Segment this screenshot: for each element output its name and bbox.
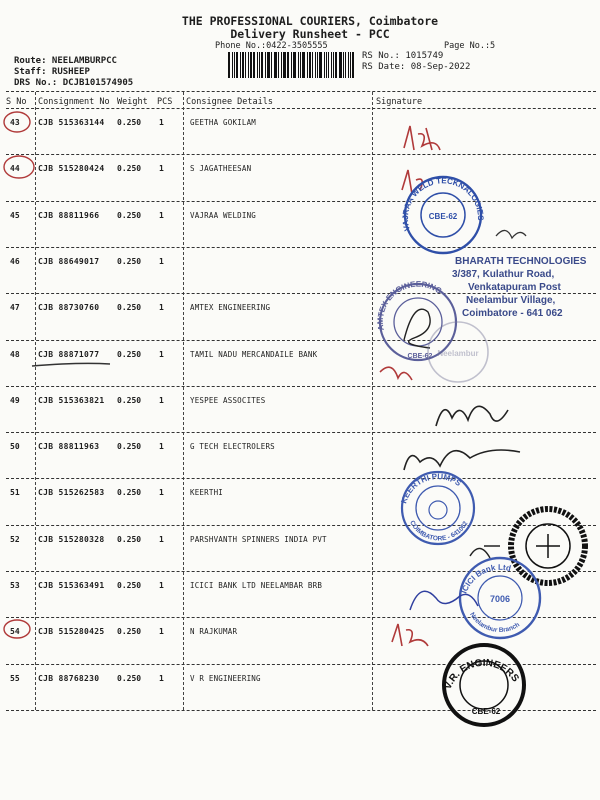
vr-stamp — [443, 645, 524, 725]
col-header-sno: S No — [6, 97, 27, 107]
row-consignment-no: CJB 88811966 — [38, 210, 100, 220]
row-weight: 0.250 — [117, 442, 142, 452]
row-sno: 54 — [10, 627, 20, 637]
bharath-stamp-line2: 3/387, Kulathur Road, — [452, 269, 555, 280]
row-consignee: PARSHVANTH SPINNERS INDIA PVT — [190, 534, 327, 544]
row-pcs: 1 — [159, 118, 164, 127]
row-pcs: 1 — [159, 349, 164, 359]
row-pcs: 1 — [159, 256, 164, 266]
svg-text:ICICI Bank Ltd — [459, 563, 511, 595]
row-consignee: KEERTHI — [190, 488, 224, 498]
row-sno: 45 — [10, 210, 20, 220]
row-weight: 0.250 — [117, 395, 142, 405]
row-sno: 43 — [10, 118, 20, 127]
row-consignment-no: CJB 515363491 — [38, 581, 105, 590]
row-pcs: 1 — [159, 488, 164, 498]
svg-text:COIMBATORE - 641062 — [408, 520, 469, 543]
row-consignee: YESPEE ASSOCITES — [190, 395, 266, 405]
bharath-stamp — [452, 256, 587, 319]
row-consignment-no: CJB 515262583 — [38, 488, 105, 498]
row-sno: 53 — [10, 581, 20, 590]
signature-54 — [392, 624, 428, 646]
icici-stamp-top-text: ICICI Bank Ltd — [459, 562, 512, 595]
col-header-signature: Signature — [376, 97, 423, 107]
row-consignment-no: CJB 88649017 — [38, 256, 100, 266]
drs-number: DRS No.: DCJB101574905 — [14, 78, 134, 88]
row-weight: 0.250 — [117, 164, 142, 174]
parshvanth-stamp — [511, 509, 585, 583]
row-sno: 46 — [10, 256, 20, 266]
row-weight: 0.250 — [117, 673, 142, 683]
red-circle-43 — [4, 112, 30, 132]
signature-53 — [410, 591, 478, 610]
row-consignment-no: CJB 515280425 — [38, 627, 105, 637]
row-consignee: N RAJKUMAR — [190, 627, 238, 637]
row-pcs: 1 — [159, 210, 164, 220]
page-subtitle: Delivery Runsheet - PCC — [230, 27, 390, 41]
page-title: THE PROFESSIONAL COURIERS, Coimbatore — [181, 14, 439, 28]
col-header-weight: Weight — [117, 97, 148, 107]
phone-number: Phone No.:0422-3505555 — [215, 41, 328, 51]
row-consignment-no: CJB 515363144 — [38, 118, 105, 127]
row-pcs: 1 — [159, 627, 164, 637]
row-sno: 50 — [10, 442, 20, 452]
keerthi-stamp — [399, 472, 474, 544]
signature-47 — [404, 309, 430, 348]
row-weight: 0.250 — [117, 627, 142, 637]
signature-52 — [470, 546, 500, 558]
keerthi-stamp-ring-text: KEERTHI PUMPS — [399, 471, 463, 505]
vajraa-stamp-center-text: CBE-62 — [428, 212, 458, 221]
row-consignee: AMTEX ENGINEERING — [190, 303, 271, 313]
row-sno: 49 — [10, 395, 20, 405]
row-weight: 0.250 — [117, 349, 142, 359]
row-consignment-no: CJB 515280424 — [38, 164, 105, 174]
page-number: Page No.:5 — [444, 41, 496, 51]
row-consignee: ICICI BANK LTD NEELAMBAR BRB — [190, 581, 323, 590]
row-consignment-no: CJB 88768230 — [38, 673, 100, 683]
row-pcs: 1 — [159, 534, 164, 544]
col-header-consignment: Consignment No — [38, 97, 110, 107]
amtex-stamp — [376, 280, 456, 360]
row-consignee: VAJRAA WELDING — [190, 210, 257, 220]
icici-stamp — [459, 558, 540, 638]
row-weight: 0.250 — [117, 210, 142, 220]
row-consignment-no: CJB 88811963 — [38, 442, 100, 452]
row-consignee: V R ENGINEERING — [190, 673, 261, 683]
row-pcs: 1 — [159, 303, 164, 313]
vr-stamp-ring-text: V.R. ENGINEERS — [442, 657, 521, 692]
signature-45 — [496, 230, 526, 238]
row-consignment-no: CJB 515280328 — [38, 534, 105, 544]
row-sno: 44 — [10, 164, 20, 174]
row-sno: 52 — [10, 534, 20, 544]
signature-50 — [404, 450, 520, 470]
neelambur-stamp — [428, 322, 488, 382]
red-circle-44 — [4, 156, 34, 178]
row-pcs: 1 — [159, 164, 164, 174]
row-consignee: TAMIL NADU MERCANDAILE BANK — [190, 349, 318, 359]
row-sno: 51 — [10, 488, 20, 498]
svg-text:KEERTHI PUMPS — [399, 472, 463, 505]
col-header-pcs: PCS — [157, 97, 173, 107]
row-consignment-no: CJB 515363821 — [38, 395, 105, 405]
row-consignee: S JAGATHEESAN — [190, 164, 252, 174]
row-consignment-no: CJB 88730760 — [38, 303, 100, 313]
row-weight: 0.250 — [117, 488, 142, 498]
col-header-consignee: Consignee Details — [186, 97, 273, 107]
bharath-stamp-line5: Coimbatore - 641 062 — [462, 308, 563, 319]
row-pcs: 1 — [159, 395, 164, 405]
svg-text:VAJRAA WELD TECKNALOGIES — [401, 176, 485, 232]
row-weight: 0.250 — [117, 256, 142, 266]
svg-text:V.R. ENGINEERS — [443, 658, 521, 692]
staff-label: Staff: RUSHEEP — [14, 67, 90, 77]
bharath-stamp-line3: Venkatapuram Post — [468, 282, 561, 293]
bharath-stamp-line1: BHARATH TECHNOLOGIES — [455, 256, 587, 267]
row-consignee: G TECH ELECTROLERS — [190, 442, 275, 452]
rs-number: RS No.: 1015749 — [362, 51, 444, 61]
row-weight: 0.250 — [117, 303, 142, 313]
row-sno: 55 — [10, 673, 20, 683]
row-sno: 47 — [10, 303, 20, 313]
row-consignee: GEETHA GOKILAM — [190, 118, 257, 127]
signature-48 — [380, 367, 412, 380]
neelambur-stamp-text: Neelambur — [437, 349, 479, 358]
row-pcs: 1 — [159, 581, 164, 590]
row-sno: 48 — [10, 349, 20, 359]
row-weight: 0.250 — [117, 581, 142, 590]
signature-43 — [404, 126, 440, 150]
icici-stamp-bottom-text: Neelambur Branch — [468, 611, 522, 635]
row-weight: 0.250 — [117, 118, 142, 127]
red-circle-54 — [4, 620, 30, 638]
vajraa-stamp-ring-text: VAJRAA WELD TECKNALOGIES — [400, 176, 486, 232]
signature-49 — [436, 406, 508, 426]
underline-48 — [32, 363, 110, 366]
rs-date: RS Date: 08-Sep-2022 — [362, 62, 471, 72]
bharath-stamp-line4: Neelambur Village, — [466, 295, 556, 306]
row-consignment-no: CJB 88871077 — [38, 349, 100, 359]
icici-stamp-center-text: 7006 — [489, 594, 511, 604]
vajraa-stamp — [401, 176, 485, 253]
row-pcs: 1 — [159, 442, 164, 452]
route-label: Route: NEELAMBURPCC — [14, 56, 117, 66]
amtex-stamp-ring-text: AMTEX ENGINEERING — [375, 279, 444, 332]
vr-stamp-center-text: CBE-62 — [471, 707, 501, 716]
amtex-stamp-center-text: CBE-62 — [407, 353, 433, 360]
row-weight: 0.250 — [117, 534, 142, 544]
row-pcs: 1 — [159, 673, 164, 683]
keerthi-stamp-bottom-text: COIMBATORE - 641062 — [408, 519, 470, 543]
